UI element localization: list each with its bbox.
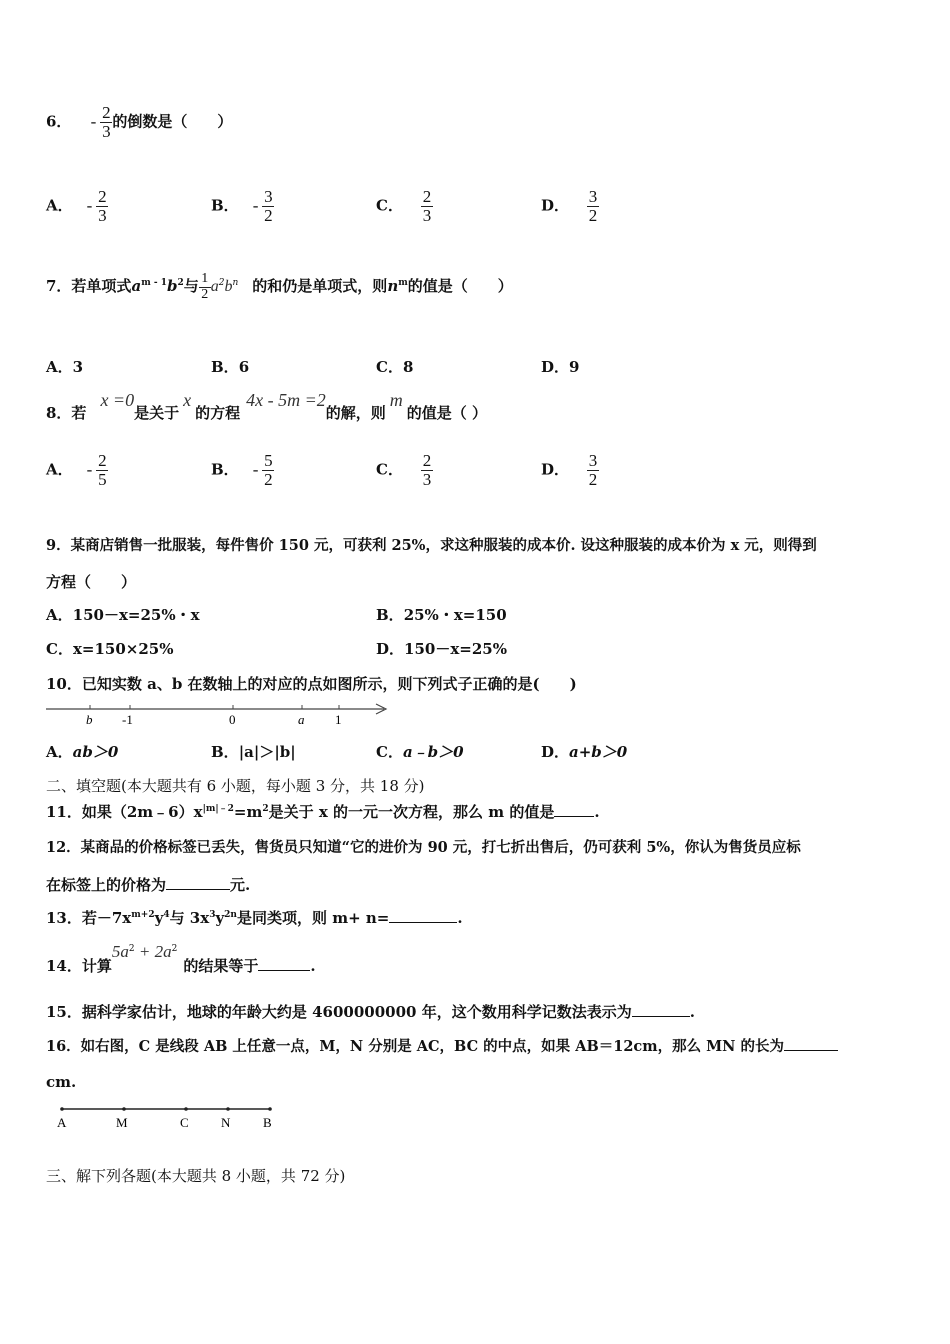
question-9-line1: 9．某商店销售一批服装，每件售价 150 元，可获利 25%，求这种服装的成本价. 设这种服装的成本价为 x 元，则得到 — [46, 537, 817, 554]
question-stem: 的倒数是（ ） — [112, 112, 233, 131]
q7-option-a[interactable]: A．3 — [46, 358, 84, 376]
q8-option-c[interactable]: C． $\frac{2}{3}$ — [376, 451, 432, 489]
q8-option-d[interactable]: D． $\frac{3}{2}$ — [541, 451, 598, 489]
point-n — [226, 1107, 230, 1111]
label-m: M — [116, 1115, 128, 1130]
question-14: 14．计算$5a^2 + 2a^2$的结果等于 . — [46, 942, 316, 975]
minus-sign: - — [90, 112, 97, 132]
numerator: 2 — [102, 103, 111, 122]
question-16-line2: cm. — [46, 1073, 77, 1091]
question-11: 11．如果$(2m﹣6)x^{|m|﹣2}=m^2$是关于 x 的一元一次方程，那么 m 的值是 . — [46, 803, 600, 821]
question-16-line1: 16．如右图，C 是线段 AB 上任意一点，M，N 分别是 AC，BC 的中点，如果 AB＝12cm，那么 MN 的长为 — [46, 1035, 838, 1056]
axis-label-neg1: -1 — [122, 712, 133, 727]
section-2-heading: 二、填空题(本大题共有 6 小题，每小题 3 分，共 18 分) — [46, 777, 425, 795]
q10-option-b[interactable]: B．|a|＞|b| — [211, 743, 296, 761]
denominator: 3 — [102, 121, 111, 141]
label-a: A — [57, 1115, 67, 1130]
axis-label-1: 1 — [335, 712, 342, 727]
question-12-line2: 在标签上的价格为 元. — [46, 876, 251, 894]
q9-option-b[interactable]: B．25%・x=150 — [376, 606, 507, 624]
number-line — [40, 700, 400, 732]
segment-diagram — [50, 1102, 290, 1132]
question-8: 8．若x =0是关于x的方程4x - 5m =2的解，则m的值是（ ） — [46, 390, 487, 422]
label-c: C — [180, 1115, 189, 1130]
label-b: B — [263, 1115, 272, 1130]
section-3-heading: 三、解下列各题(本大题共 8 小题，共 72 分) — [46, 1167, 346, 1185]
question-10: 10．已知实数 a、b 在数轴上的对应的点如图所示，则下列式子正确的是( ) — [46, 675, 577, 693]
q6-option-d[interactable]: D． $\frac{3}{2}$ — [541, 187, 598, 225]
point-a — [60, 1107, 64, 1111]
axis-label-b: b — [86, 712, 93, 727]
q9-option-d[interactable]: D．150－x=25% — [376, 640, 507, 658]
q9-option-c[interactable]: C．x=150×25% — [46, 640, 174, 658]
point-b — [268, 1107, 272, 1111]
axis-label-a: a — [298, 712, 305, 727]
q7-option-d[interactable]: D．9 — [541, 358, 580, 376]
q7-option-b[interactable]: B．6 — [211, 358, 250, 376]
point-m — [122, 1107, 126, 1111]
answer-blank[interactable] — [554, 804, 594, 817]
answer-blank[interactable] — [784, 1038, 838, 1051]
question-7: 7．若单项式$a^{m - 1}b^2$与 $\frac{1}{2}$ $a^2b^n$ 的和仍是单项式，则$n^m$的值是（ ） — [46, 271, 513, 302]
question-15: 15．据科学家估计，地球的年龄大约是 4600000000 年，这个数用科学记数法表示为 . — [46, 1003, 695, 1021]
q10-option-c[interactable]: C．a﹣b＞0 — [376, 743, 464, 761]
answer-blank[interactable] — [632, 1004, 690, 1017]
question-13: 13．若$-7x^{m+2}y^4$与 $3x^3y^{2n}$是同类项，则 m+ n= . — [46, 909, 463, 927]
q6-option-b[interactable]: B． - $\frac{3}{2}$ — [211, 187, 273, 225]
answer-blank[interactable] — [258, 958, 310, 971]
question-12-line1: 12．某商品的价格标签已丢失，售货员只知道“它的进价为 90 元，打七折出售后，仍可获利 5%，你认为售货员应标 — [46, 839, 801, 856]
answer-blank[interactable] — [166, 877, 230, 890]
q9-option-a[interactable]: A．150－x=25%・x — [46, 606, 200, 624]
q7-option-c[interactable]: C．8 — [376, 358, 414, 376]
q8-option-a[interactable]: A． - $\frac{2}{5}$ — [46, 451, 107, 489]
q6-option-c[interactable]: C． $\frac{2}{3}$ — [376, 187, 432, 225]
point-c — [184, 1107, 188, 1111]
axis-label-0: 0 — [229, 712, 236, 727]
q10-option-a[interactable]: A．ab＞0 — [46, 743, 119, 761]
q10-option-d[interactable]: D．a+b＞0 — [541, 743, 628, 761]
question-9-line2: 方程（ ） — [46, 573, 137, 591]
answer-blank[interactable] — [389, 910, 457, 923]
q8-option-b[interactable]: B． - $\frac{5}{2}$ — [211, 451, 273, 489]
question-number: 6． — [46, 112, 72, 131]
question-6 — [46, 104, 232, 141]
fraction — [100, 104, 112, 141]
label-n: N — [221, 1115, 231, 1130]
q6-option-a[interactable]: A． - $\frac{2}{3}$ — [46, 187, 107, 225]
